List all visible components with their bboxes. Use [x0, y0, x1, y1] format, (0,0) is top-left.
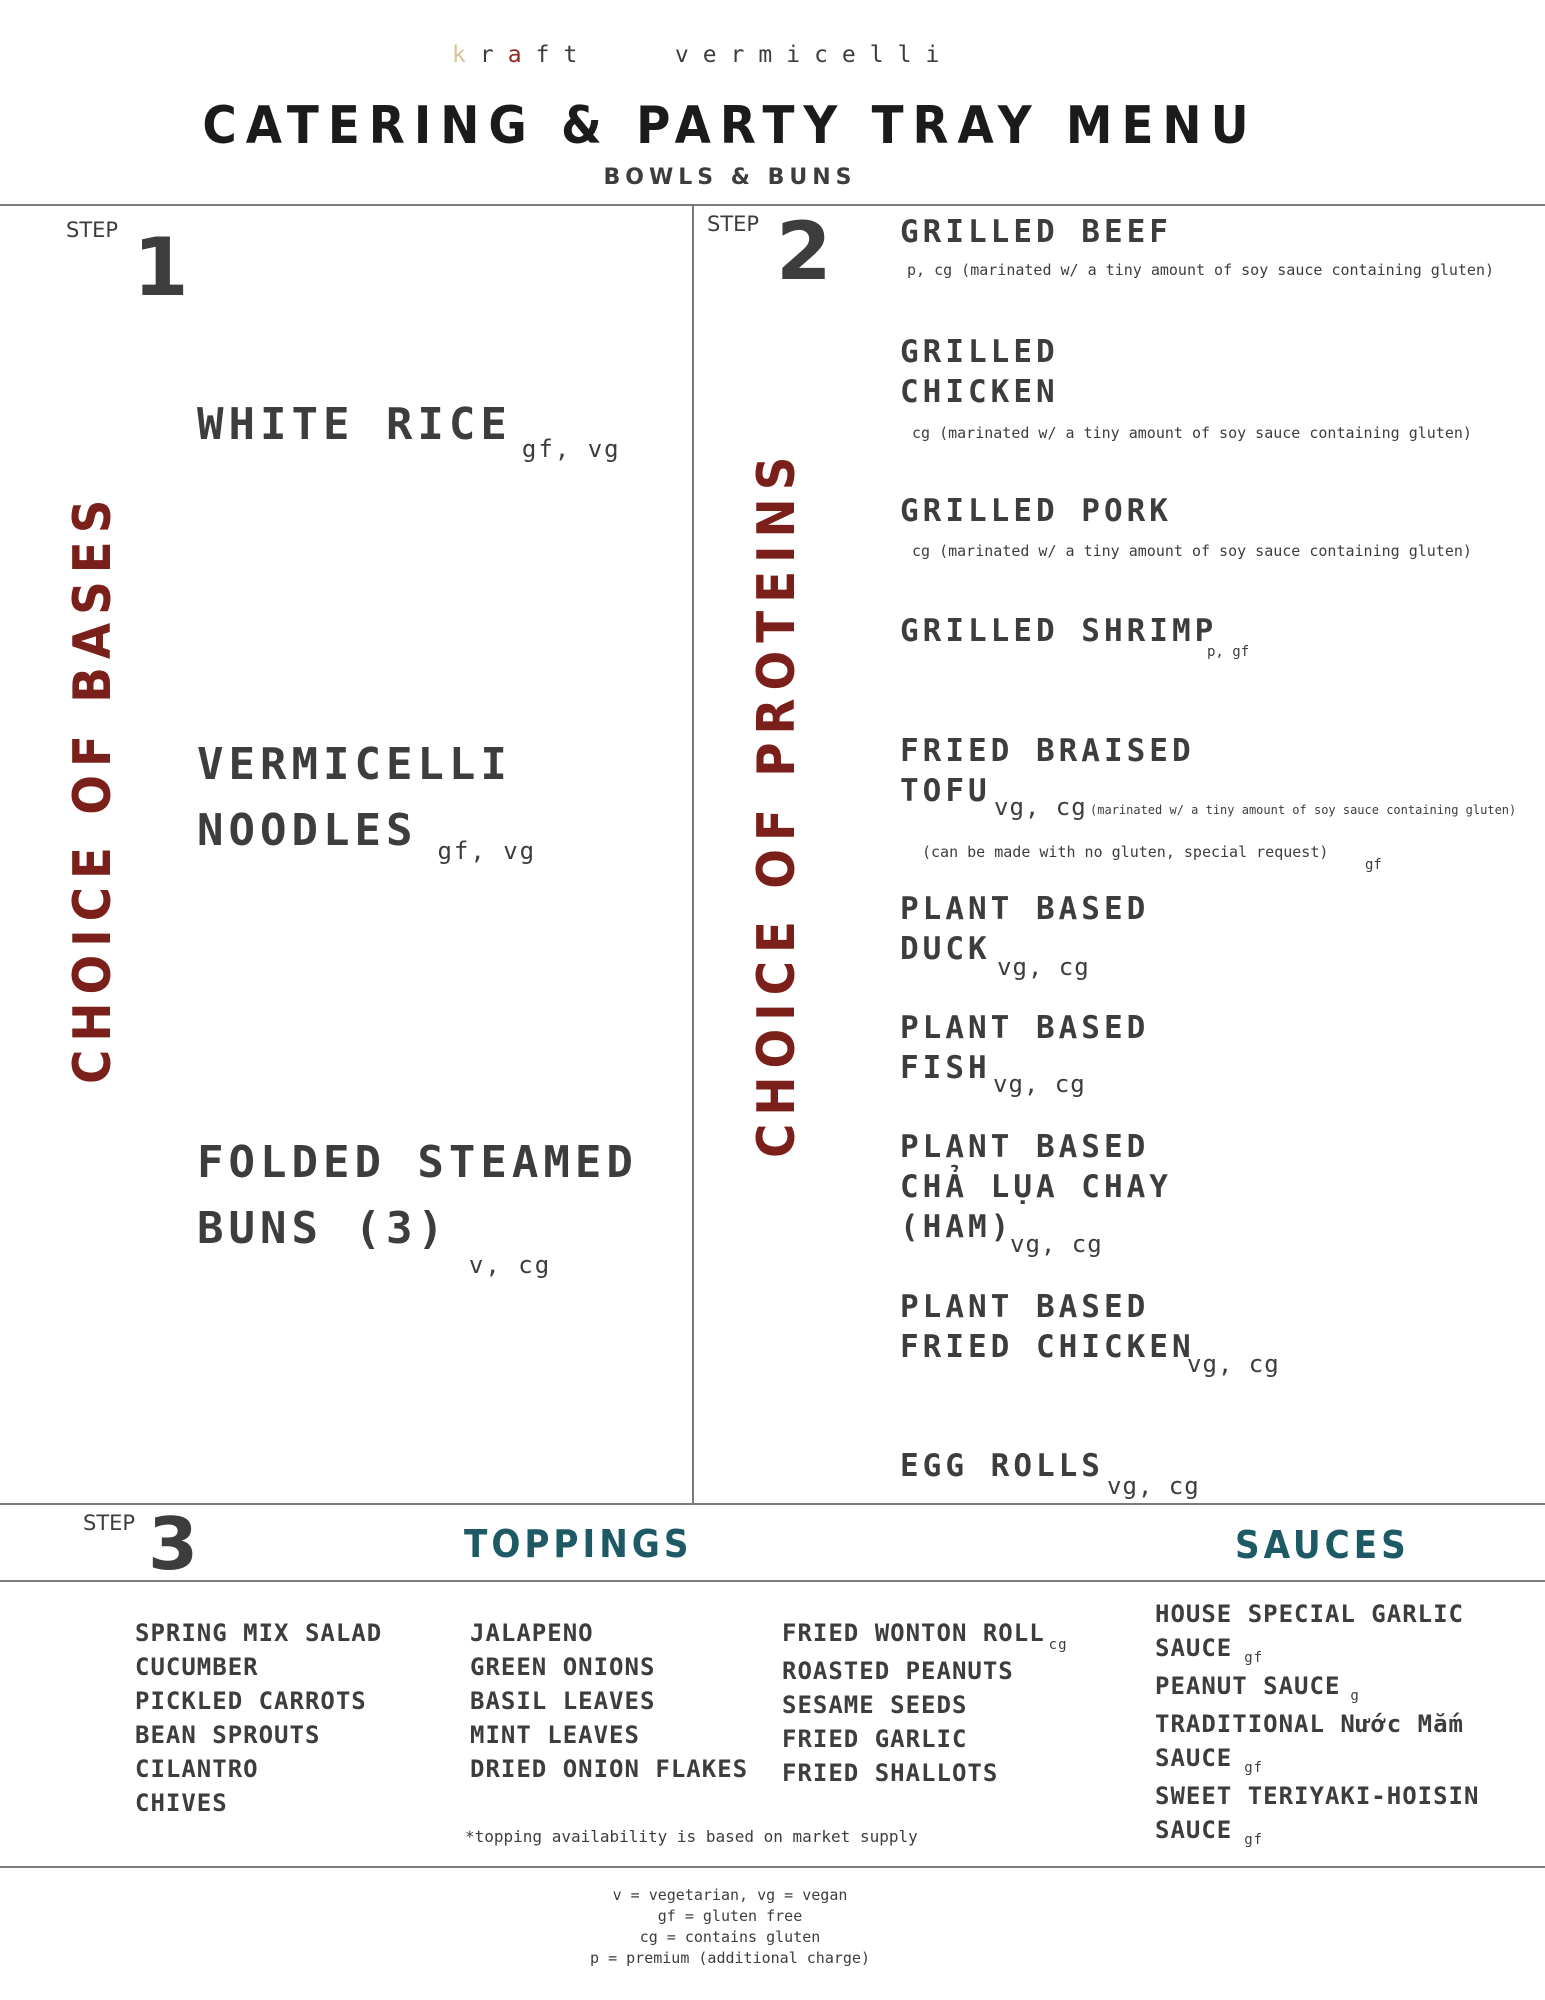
diet-tag: g	[1350, 1688, 1360, 1704]
base-name: BUNS (3)	[197, 1203, 449, 1254]
diet-tag: v, cg	[468, 1251, 552, 1279]
sauce-item: TRADITIONAL Nước Mắm	[1155, 1710, 1464, 1738]
step3-header-divider	[0, 1580, 1545, 1582]
legend-line: v = vegetarian, vg = vegan	[612, 1886, 848, 1904]
base-name: VERMICELLI	[197, 739, 512, 790]
protein-name: PLANT BASED	[900, 1289, 1150, 1325]
topping-item: JALAPENO	[470, 1619, 594, 1647]
protein-name: CHẢ LỤA CHAY	[900, 1169, 1172, 1205]
diet-tag: vg, cg	[994, 793, 1087, 821]
protein-name: PLANT BASED	[900, 1010, 1150, 1046]
topping-item: SESAME SEEDS	[782, 1691, 968, 1719]
topping-item: FRIED SHALLOTS	[782, 1759, 999, 1787]
sauce-item	[1155, 1741, 1479, 1779]
toppings-column	[470, 1616, 748, 1786]
brand-letter: t	[563, 42, 592, 68]
protein-name: GRILLED	[900, 334, 1059, 370]
diet-tag: vg, cg	[1187, 1350, 1280, 1378]
diet-tag: gf	[1244, 1760, 1264, 1776]
base-item	[197, 732, 536, 870]
bases-vertical-title: CHOICE OF BASES	[63, 491, 123, 1084]
sauce-name: SAUCE	[1155, 1816, 1233, 1844]
protein-item	[900, 332, 1059, 412]
protein-name: PLANT BASED	[900, 1129, 1150, 1165]
protein-item	[900, 611, 1217, 651]
diet-tag: vg, cg	[1107, 1472, 1200, 1500]
topping-name: FRIED WONTON ROLL	[782, 1619, 1045, 1647]
step3-label: STEP	[83, 1511, 136, 1535]
diet-tag: gf	[1365, 857, 1382, 873]
toppings-title: TOPPINGS	[464, 1522, 693, 1566]
sauce-item	[1155, 1813, 1479, 1851]
protein-note: cg (marinated w/ a tiny amount of soy sauce containing gluten)	[912, 424, 1472, 442]
topping-item: MINT LEAVES	[470, 1721, 640, 1749]
topping-item: GREEN ONIONS	[470, 1653, 656, 1681]
protein-name: GRILLED SHRIMP	[900, 613, 1218, 649]
diet-tag: vg, cg	[993, 1070, 1086, 1098]
sauce-name: PEANUT SAUCE	[1155, 1672, 1341, 1700]
brand-wordmark	[452, 42, 953, 68]
page-subtitle: BOWLS & BUNS	[603, 165, 857, 190]
brand-word-2: vermicelli	[674, 42, 954, 68]
topping-item: CUCUMBER	[135, 1653, 259, 1681]
step1-label: STEP	[66, 218, 119, 242]
brand-letter: r	[479, 42, 508, 68]
step3-number: 3	[148, 1502, 199, 1586]
sauce-name: SAUCE	[1155, 1744, 1233, 1772]
protein-inline-note: (marinated w/ a tiny amount of soy sauce containing gluten)	[1090, 803, 1517, 817]
sauces-list	[1155, 1597, 1479, 1851]
diet-tag: p, gf	[1207, 644, 1250, 660]
toppings-footnote: *topping availability is based on market supply	[465, 1827, 918, 1846]
column-divider	[692, 205, 694, 1503]
protein-name: FRIED BRAISED	[900, 733, 1195, 769]
protein-name: DUCK	[900, 931, 991, 967]
topping-item: BASIL LEAVES	[470, 1687, 656, 1715]
protein-name: FRIED CHICKEN	[900, 1329, 1195, 1365]
topping-item: ROASTED PEANUTS	[782, 1657, 1014, 1685]
topping-item: PICKLED CARROTS	[135, 1687, 367, 1715]
sauce-name: SAUCE	[1155, 1634, 1233, 1662]
step2-number: 2	[776, 205, 832, 298]
protein-note: p, cg (marinated w/ a tiny amount of soy sauce containing gluten)	[907, 261, 1494, 279]
diet-tag: gf, vg	[521, 435, 621, 463]
topping-item: BEAN SPROUTS	[135, 1721, 321, 1749]
sauces-title: SAUCES	[1235, 1523, 1410, 1567]
sauce-item	[1155, 1631, 1479, 1669]
protein-name: PLANT BASED	[900, 891, 1150, 927]
protein-item	[900, 212, 1172, 252]
protein-name: TOFU	[900, 773, 991, 809]
diet-tag: cg	[1048, 1637, 1068, 1653]
diet-tag: vg, cg	[1010, 1230, 1103, 1258]
diet-tag: gf	[1244, 1650, 1264, 1666]
diet-legend	[0, 1885, 1460, 1969]
step2-label: STEP	[707, 212, 760, 236]
brand-letter: k	[452, 42, 480, 68]
topping-item: SPRING MIX SALAD	[135, 1619, 383, 1647]
protein-name: GRILLED BEEF	[900, 214, 1172, 250]
base-item	[197, 392, 621, 464]
header-divider	[0, 204, 1545, 206]
legend-divider	[0, 1866, 1545, 1868]
base-name: NOODLES	[197, 805, 418, 856]
step1-number: 1	[133, 221, 189, 314]
base-name: FOLDED STEAMED	[197, 1137, 638, 1188]
legend-line: gf = gluten free	[657, 1907, 803, 1925]
protein-item	[900, 1446, 1104, 1486]
protein-name: EGG ROLLS	[900, 1448, 1104, 1484]
base-name: WHITE RICE	[197, 399, 512, 450]
protein-name: FISH	[900, 1050, 991, 1086]
topping-item: FRIED GARLIC	[782, 1725, 968, 1753]
topping-item: DRIED ONION FLAKES	[470, 1755, 749, 1783]
brand-letter: a	[507, 42, 536, 68]
protein-item	[900, 1127, 1172, 1247]
protein-note: cg (marinated w/ a tiny amount of soy sauce containing gluten)	[912, 542, 1472, 560]
page-title: CATERING & PARTY TRAY MENU	[202, 96, 1258, 156]
diet-tag: gf, vg	[437, 837, 537, 865]
protein-item	[900, 1287, 1195, 1367]
toppings-column	[135, 1616, 382, 1820]
sauce-item	[1155, 1669, 1479, 1707]
protein-note: (can be made with no gluten, special request)	[922, 843, 1329, 861]
step3-top-divider	[0, 1503, 1545, 1505]
protein-name: (HAM)	[900, 1209, 1014, 1245]
diet-tag: gf	[1244, 1832, 1264, 1848]
diet-tag: vg, cg	[997, 953, 1090, 981]
topping-item: CHIVES	[135, 1789, 228, 1817]
legend-line: cg = contains gluten	[639, 1928, 821, 1946]
legend-line: p = premium (additional charge)	[590, 1949, 870, 1967]
topping-item: CILANTRO	[135, 1755, 259, 1783]
sauce-item: SWEET TERIYAKI-HOISIN	[1155, 1782, 1480, 1810]
proteins-vertical-title: CHOICE OF PROTEINS	[747, 448, 807, 1158]
toppings-column	[782, 1616, 1068, 1790]
base-item	[197, 1130, 638, 1279]
brand-letter: f	[535, 42, 564, 68]
protein-name: CHICKEN	[900, 374, 1059, 410]
topping-item	[782, 1616, 1068, 1654]
protein-item	[900, 491, 1172, 531]
protein-name: GRILLED PORK	[900, 493, 1172, 529]
sauce-item: HOUSE SPECIAL GARLIC	[1155, 1600, 1464, 1628]
